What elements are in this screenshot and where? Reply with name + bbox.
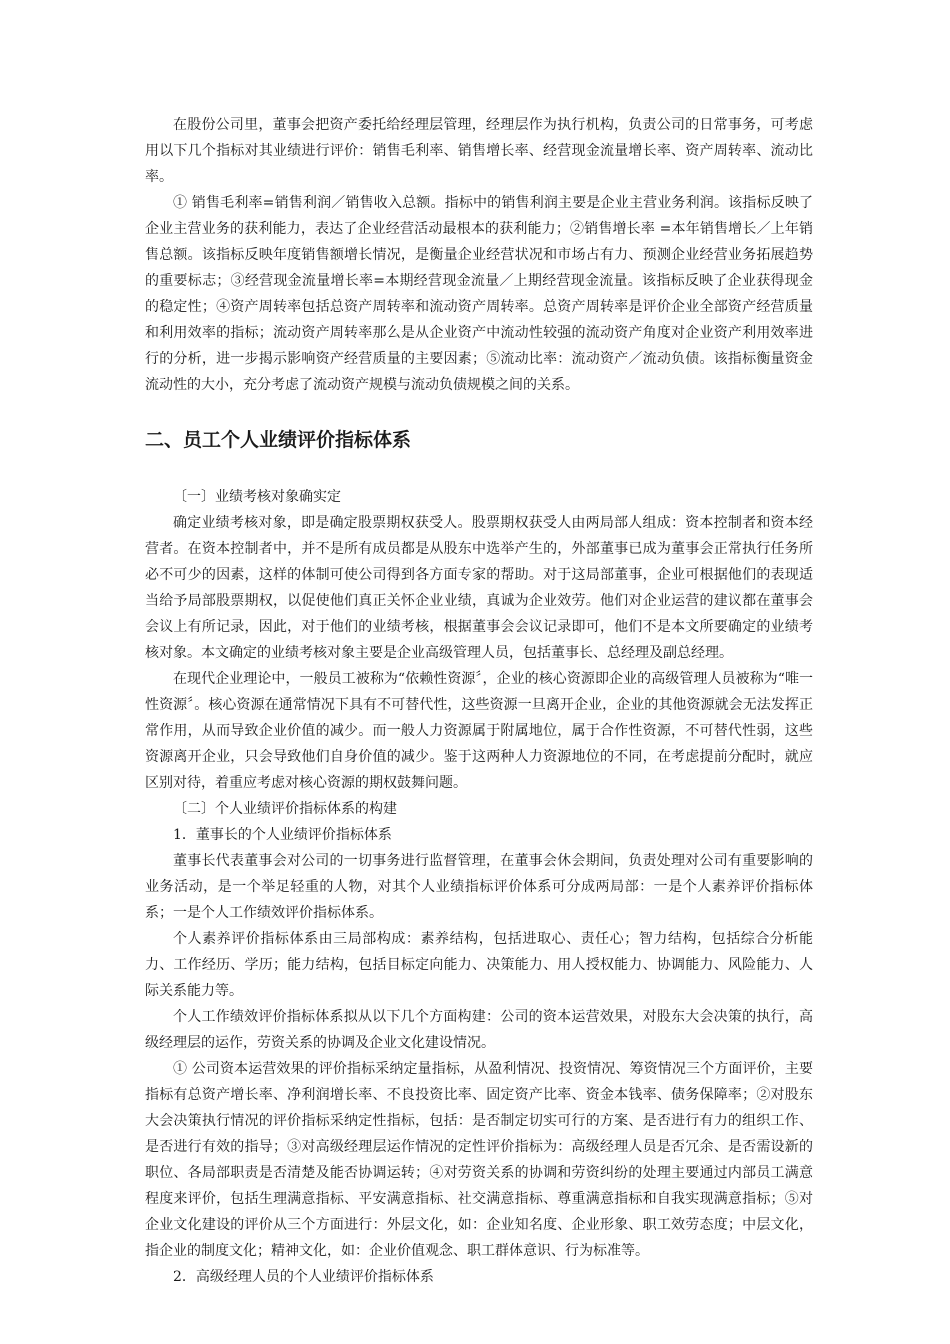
intro-paragraph-1: 在股份公司里，董事会把资产委托给经理层管理，经理层作为执行机构，负责公司的日常事务，可考虑用以下几个指标对其业绩进行评价：销售毛利率、销售增长率、经营现金流量增长率、资产周转率、流动比率。 xyxy=(145,117,813,185)
subsection-title-1: 〔一〕业绩考核对象确实定 xyxy=(173,489,341,505)
subsection-1-paragraph-1: 确定业绩考核对象，即是确定股票期权获受人。股票期权获受人由两局部人组成：资本控制者和资本经营者。在资本控制者中，并不是所有成员都是从股东中选举产生的，外部董事已成为董事会正常执行任务所必不可少的因素，这样的体制可使公司得到各方面专家的帮助。对于这局部董事，企业可根据他们的表现适当给予局部股票期权，以促使他们真正关怀企业业绩，真诚为企业效劳。他们对企业运营的建议都在董事会会议上有所记录，因此，对于他们的业绩考核，根据董事会会议记录即可，他们不是本文所要确定的业绩考核对象。本文确定的业绩考核对象主要是企业高级管理人员，包括董事长、总经理及副总经理。 xyxy=(145,515,813,661)
subsection-1-paragraph-2: 在现代企业理论中，一般员工被称为“依赖性资源〞，企业的核心资源即企业的高级管理人员被称为“唯一性资源〞。核心资源在通常情况下具有不可替代性，这些资源一旦离开企业，企业的其他资源就会无法发挥正常作用，从而导致企业价值的减少。而一般人力资源属于附属地位，属于合作性资源，不可替代性弱，这些资源离开企业，只会导致他们自身价值的减少。鉴于这两种人力资源地位的不同，在考虑提前分配时，就应区别对待，着重应考虑对核心资源的期权鼓舞问题。 xyxy=(145,671,813,791)
subsection-2-paragraph-4: ① 公司资本运营效果的评价指标采纳定量指标，从盈利情况、投资情况、筹资情况三个方面评价，主要指标有总资产增长率、净利润增长率、不良投资比率、固定资产比率、资金本钱率、债务保障率；②对股东大会决策执行情况的评价指标采纳定性指标，包括：是否制定切实可行的方案、是否进行有力的组织工作、是否进行有效的指导；③对高级经理层运作情况的定性评价指标为：高级经理人员是否冗余、是否需设新的职位、各局部职责是否清楚及能否协调运转；④对劳资关系的协调和劳资纠纷的处理主要通过内部员工满意程度来评价，包括生理满意指标、平安满意指标、社交满意指标、尊重满意指标和自我实现满意指标；⑤对企业文化建设的评价从三个方面进行：外层文化，如：企业知名度、企业形象、职工效劳态度；中层文化，指企业的制度文化；精神文化，如：企业价值观念、职工群体意识、行为标准等。 xyxy=(145,1061,813,1259)
subsection-2-paragraph-2: 个人素养评价指标体系由三局部构成：素养结构，包括进取心、责任心；智力结构，包括综合分析能力、工作经历、学历；能力结构，包括目标定向能力、决策能力、用人授权能力、协调能力、风险能力、人际关系能力等。 xyxy=(145,931,813,999)
subsection-title-2: 〔二〕个人业绩评价指标体系的构建 xyxy=(173,801,397,817)
document-body xyxy=(145,112,813,1290)
list-item-chairman: 1．董事长的个人业绩评价指标体系 xyxy=(173,827,392,843)
subsection-2-paragraph-1: 董事长代表董事会对公司的一切事务进行监督管理，在董事会休会期间，负责处理对公司有重要影响的业务活动，是一个举足轻重的人物，对其个人业绩指标评价体系可分成两局部：一是个人素养评价指标体系；一是个人工作绩效评价指标体系。 xyxy=(145,853,813,921)
list-item-senior-managers: 2．高级经理人员的个人业绩评价指标体系 xyxy=(173,1269,434,1285)
intro-paragraph-2: ① 销售毛利率=销售利润／销售收入总额。指标中的销售利润主要是企业主营业务利润。该指标反映了企业主营业务的获利能力，表达了企业经营活动最根本的获利能力；②销售增长率 =本年销售增长／上年销售总额。该指标反映年度销售额增长情况，是衡量企业经营状况和市场占有力、预测企业经营业务拓展趋势的重要标志；③经营现金流量增长率=本期经营现金流量／上期经营现金流量。该指标反映了企业获得现金的稳定性；④资产周转率包括总资产周转率和流动资产周转率。总资产周转率是评价企业全部资产经营质量和利用效率的指标；流动资产周转率那么是从企业资产中流动性较强的流动资产角度对企业资产利用效率进行的分析，进一步揭示影响资产经营质量的主要因素；⑤流动比率：流动资产／流动负债。该指标衡量资金流动性的大小，充分考虑了流动资产规模与流动负债规模之间的关系。 xyxy=(145,195,813,393)
subsection-2-paragraph-3: 个人工作绩效评价指标体系拟从以下几个方面构建：公司的资本运营效果，对股东大会决策的执行，高级经理层的运作，劳资关系的协调及企业文化建设情况。 xyxy=(145,1009,813,1051)
section-heading: 二、员工个人业绩评价指标体系 xyxy=(145,429,412,451)
